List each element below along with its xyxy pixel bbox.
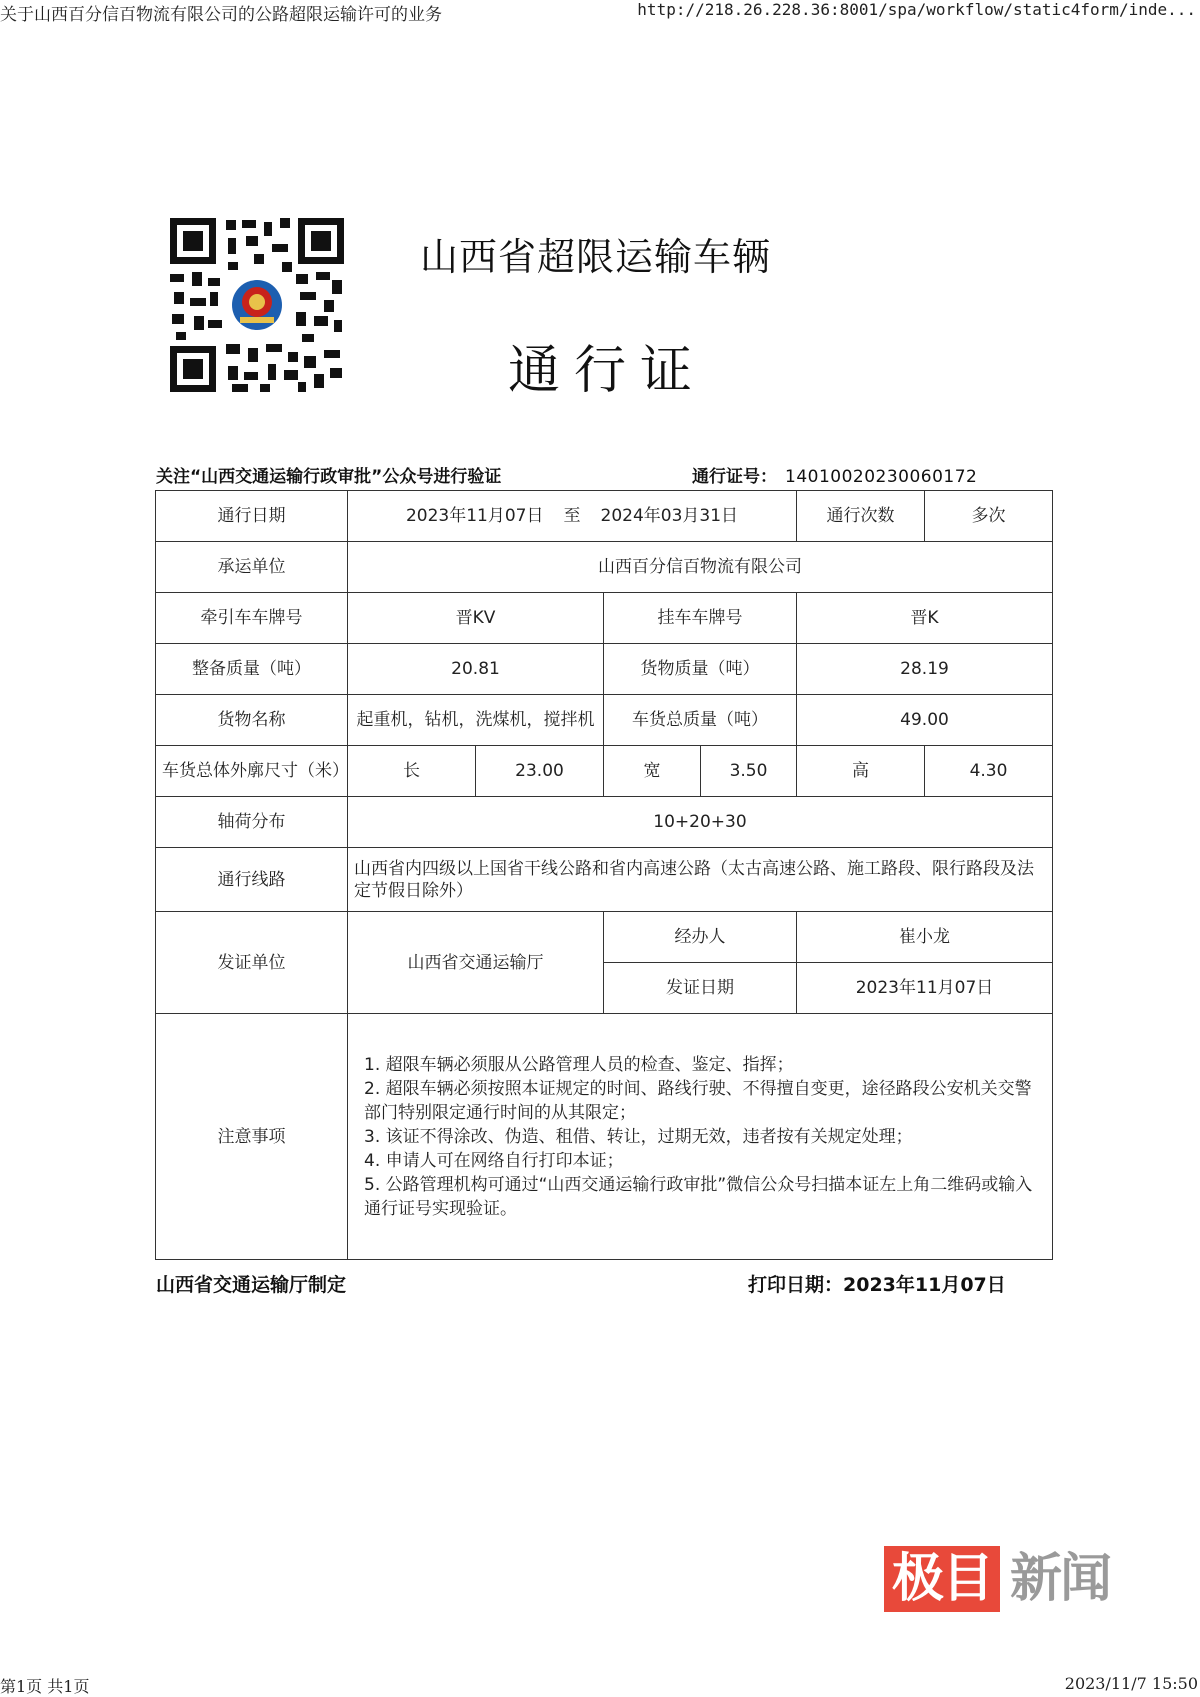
width-label: 宽 [604,746,701,797]
carrier-label: 承运单位 [156,542,348,593]
axle-value: 10+20+30 [348,797,1053,848]
watermark-logo [884,1546,1116,1612]
table-row [156,695,1053,746]
qr-code-icon [168,216,346,394]
pass-date-end: 2024年03月31日 [600,506,739,526]
note-item: 2. 超限车辆必须按照本证规定的时间、路线行驶、不得擅自变更，途径路段公安机关交警部门特别限定通行时间的从其限定； [364,1078,1032,1123]
handler-label: 经办人 [604,912,797,963]
notes-list [354,1053,1046,1221]
tractor-plate-value: 晋KV [348,593,604,644]
pass-date-label: 通行日期 [156,491,348,542]
pass-count-label: 通行次数 [797,491,925,542]
print-header-title: 关于山西百分信百物流有限公司的公路超限运输许可的业务 [0,5,442,25]
height-label: 高 [797,746,925,797]
table-row [156,644,1053,695]
notes-label: 注意事项 [156,1014,348,1260]
print-date-label: 打印日期： [748,1274,844,1296]
note-item: 5. 公路管理机构可通过“山西交通运输行政审批”微信公众号扫描本证左上角二维码或输入通行证号实现验证。 [364,1174,1033,1219]
print-footer-page-info: 第1页 共1页 [0,1677,90,1696]
total-weight-value: 49.00 [797,695,1053,746]
table-row [156,542,1053,593]
route-label: 通行线路 [156,848,348,912]
pass-date-range [348,491,797,542]
permit-table [155,490,1053,1260]
print-date-value: 2023年11月07日 [843,1274,1006,1296]
trailer-plate-value: 晋K [797,593,1053,644]
watermark-logo-box: 极目 [884,1546,1000,1612]
permit-number-value: 14010020230060172 [785,467,978,487]
height-value: 4.30 [925,746,1053,797]
cargo-weight-label: 货物质量（吨） [604,644,797,695]
handler-value: 崔小龙 [797,912,1053,963]
issue-date-value: 2023年11月07日 [797,963,1053,1014]
verify-note: 关注“山西交通运输行政审批”公众号进行验证 [156,467,502,487]
maker-note: 山西省交通运输厅制定 [156,1274,347,1296]
note-item: 3. 该证不得涂改、伪造、租借、转让，过期无效，违者按有关规定处理； [364,1126,913,1147]
cargo-name-value: 起重机，钻机，洗煤机，搅拌机 [348,695,604,746]
table-row [156,797,1053,848]
issue-date-label: 发证日期 [604,963,797,1014]
width-value: 3.50 [701,746,797,797]
total-weight-label: 车货总质量（吨） [604,695,797,746]
table-row [156,848,1053,912]
length-value: 23.00 [476,746,604,797]
permit-number-label: 通行证号： [692,467,777,487]
issuer-value: 山西省交通运输厅 [348,912,604,1014]
table-row [156,593,1053,644]
pass-date-to: 至 [563,506,581,526]
table-row [156,746,1053,797]
table-row [156,1014,1053,1260]
document-title-line2: 通行证 [508,341,707,401]
print-footer-datetime: 2023/11/7 15:50 [1064,1674,1198,1693]
table-row [156,491,1053,542]
document-title-line1: 山西省超限运输车辆 [420,235,772,279]
print-header-url: http://218.26.228.36:8001/spa/workflow/static4form/inde... [637,0,1196,19]
cargo-name-label: 货物名称 [156,695,348,746]
table-row [156,912,1053,963]
curb-weight-value: 20.81 [348,644,604,695]
cargo-weight-value: 28.19 [797,644,1053,695]
trailer-plate-label: 挂车车牌号 [604,593,797,644]
tractor-plate-label: 牵引车车牌号 [156,593,348,644]
print-header [0,0,1200,24]
pass-count-value: 多次 [925,491,1053,542]
length-label: 长 [348,746,476,797]
note-item: 1. 超限车辆必须服从公路管理人员的检查、鉴定、指挥； [364,1054,794,1075]
dimension-label: 车货总体外廓尺寸（米） [156,746,348,797]
route-value: 山西省内四级以上国省干线公路和省内高速公路（太古高速公路、施工路段、限行路段及法定节假日除外） [348,848,1053,912]
permit-number [692,462,977,487]
curb-weight-label: 整备质量（吨） [156,644,348,695]
pass-date-start: 2023年11月07日 [405,506,544,526]
notes-cell [348,1014,1053,1260]
print-footer [0,1674,1200,1696]
note-item: 4. 申请人可在网络自行打印本证； [364,1150,624,1171]
axle-label: 轴荷分布 [156,797,348,848]
print-date [748,1270,1006,1297]
watermark-logo-text: 新闻 [1009,1548,1110,1609]
carrier-value: 山西百分信百物流有限公司 [348,542,1053,593]
issuer-label: 发证单位 [156,912,348,1014]
